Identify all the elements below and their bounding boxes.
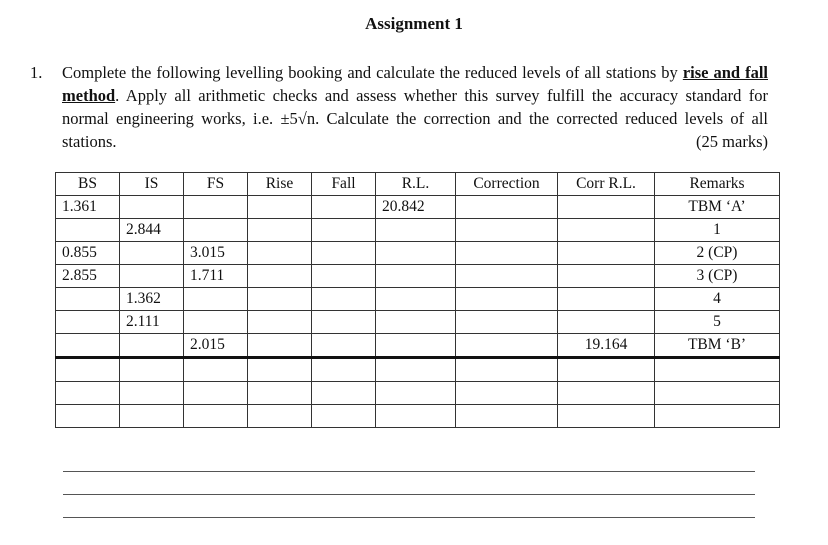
cell-fs (184, 405, 248, 428)
cell-rl (376, 311, 456, 334)
table-row (56, 265, 780, 288)
cell-bs (56, 288, 120, 311)
cell-rl (376, 242, 456, 265)
cell-correction (456, 311, 558, 334)
table-row (56, 405, 780, 428)
cell-is (120, 196, 184, 219)
cell-fs: 3.015 (184, 242, 248, 265)
cell-bs (56, 358, 120, 382)
cell-correction (456, 288, 558, 311)
cell-rise (248, 219, 312, 242)
cell-fs: 2.015 (184, 334, 248, 358)
cell-rise (248, 288, 312, 311)
cell-fall (312, 219, 376, 242)
cell-remarks: TBM ‘B’ (655, 334, 780, 358)
cell-remarks: 2 (CP) (655, 242, 780, 265)
cell-is: 2.111 (120, 311, 184, 334)
cell-bs: 2.855 (56, 265, 120, 288)
cell-rl: 20.842 (376, 196, 456, 219)
table-row (56, 382, 780, 405)
cell-fs (184, 358, 248, 382)
levelling-table (55, 172, 780, 428)
cell-correction (456, 334, 558, 358)
cell-remarks: 1 (655, 219, 780, 242)
cell-corr-rl (558, 382, 655, 405)
question-text-end: . Apply all arithmetic checks and assess whether this survey fulfill the accuracy standard for normal engineering works, i.e. ±5√n. Calculate the correction and the corrected reduced levels of all stations. (62, 86, 768, 151)
table-row (56, 311, 780, 334)
cell-fs (184, 219, 248, 242)
cell-remarks: 5 (655, 311, 780, 334)
cell-corr-rl (558, 265, 655, 288)
cell-is (120, 382, 184, 405)
header-fall: Fall (312, 173, 376, 196)
cell-bs (56, 382, 120, 405)
cell-corr-rl (558, 242, 655, 265)
cell-remarks: 4 (655, 288, 780, 311)
cell-fall (312, 288, 376, 311)
cell-is (120, 334, 184, 358)
cell-bs (56, 311, 120, 334)
cell-fs: 1.711 (184, 265, 248, 288)
cell-correction (456, 265, 558, 288)
page-title: Assignment 1 (365, 14, 463, 33)
cell-corr-rl: 19.164 (558, 334, 655, 358)
question-marks: (25 marks) (696, 132, 768, 151)
cell-corr-rl (558, 311, 655, 334)
header-rl: R.L. (376, 173, 456, 196)
cell-rise (248, 405, 312, 428)
cell-correction (456, 196, 558, 219)
header-fs: FS (184, 173, 248, 196)
header-remarks: Remarks (655, 173, 780, 196)
table-row (56, 196, 780, 219)
cell-fall (312, 405, 376, 428)
cell-fall (312, 358, 376, 382)
cell-rl (376, 334, 456, 358)
table-row (56, 358, 780, 382)
question-text-start: Complete the following levelling booking and calculate the reduced levels of all stations by (62, 63, 683, 82)
answer-line (63, 517, 755, 518)
cell-rise (248, 265, 312, 288)
cell-bs (56, 219, 120, 242)
cell-rl (376, 358, 456, 382)
cell-bs: 0.855 (56, 242, 120, 265)
cell-is (120, 242, 184, 265)
table-row (56, 334, 780, 358)
header-corr-rl: Corr R.L. (558, 173, 655, 196)
header-correction: Correction (456, 173, 558, 196)
cell-bs: 1.361 (56, 196, 120, 219)
cell-rl (376, 405, 456, 428)
cell-rl (376, 382, 456, 405)
table-row (56, 288, 780, 311)
cell-rl (376, 288, 456, 311)
cell-rise (248, 334, 312, 358)
cell-remarks (655, 405, 780, 428)
cell-is (120, 265, 184, 288)
header-bs: BS (56, 173, 120, 196)
table-row (56, 219, 780, 242)
cell-fs (184, 288, 248, 311)
cell-is: 1.362 (120, 288, 184, 311)
cell-is (120, 405, 184, 428)
cell-fs (184, 311, 248, 334)
cell-fs (184, 196, 248, 219)
cell-is (120, 358, 184, 382)
cell-rise (248, 311, 312, 334)
cell-fall (312, 334, 376, 358)
cell-rise (248, 242, 312, 265)
cell-fall (312, 382, 376, 405)
cell-correction (456, 219, 558, 242)
cell-correction (456, 242, 558, 265)
cell-corr-rl (558, 405, 655, 428)
cell-rl (376, 265, 456, 288)
cell-fs (184, 382, 248, 405)
answer-line (63, 471, 755, 472)
cell-fall (312, 242, 376, 265)
cell-rise (248, 382, 312, 405)
table-header-row (56, 173, 780, 196)
cell-fall (312, 196, 376, 219)
cell-rise (248, 196, 312, 219)
cell-corr-rl (558, 358, 655, 382)
cell-rl (376, 219, 456, 242)
header-is: IS (120, 173, 184, 196)
cell-remarks: 3 (CP) (655, 265, 780, 288)
cell-corr-rl (558, 288, 655, 311)
cell-remarks (655, 358, 780, 382)
question-number: 1. (30, 63, 43, 82)
header-rise: Rise (248, 173, 312, 196)
cell-fall (312, 311, 376, 334)
question-text (62, 61, 768, 153)
cell-remarks (655, 382, 780, 405)
cell-correction (456, 382, 558, 405)
cell-bs (56, 334, 120, 358)
cell-is: 2.844 (120, 219, 184, 242)
question-emphasis: rise and fall method (62, 63, 768, 105)
cell-rise (248, 358, 312, 382)
cell-corr-rl (558, 219, 655, 242)
cell-correction (456, 405, 558, 428)
cell-bs (56, 405, 120, 428)
cell-fall (312, 265, 376, 288)
cell-correction (456, 358, 558, 382)
cell-remarks: TBM ‘A’ (655, 196, 780, 219)
cell-corr-rl (558, 196, 655, 219)
table-row (56, 242, 780, 265)
answer-line (63, 494, 755, 495)
